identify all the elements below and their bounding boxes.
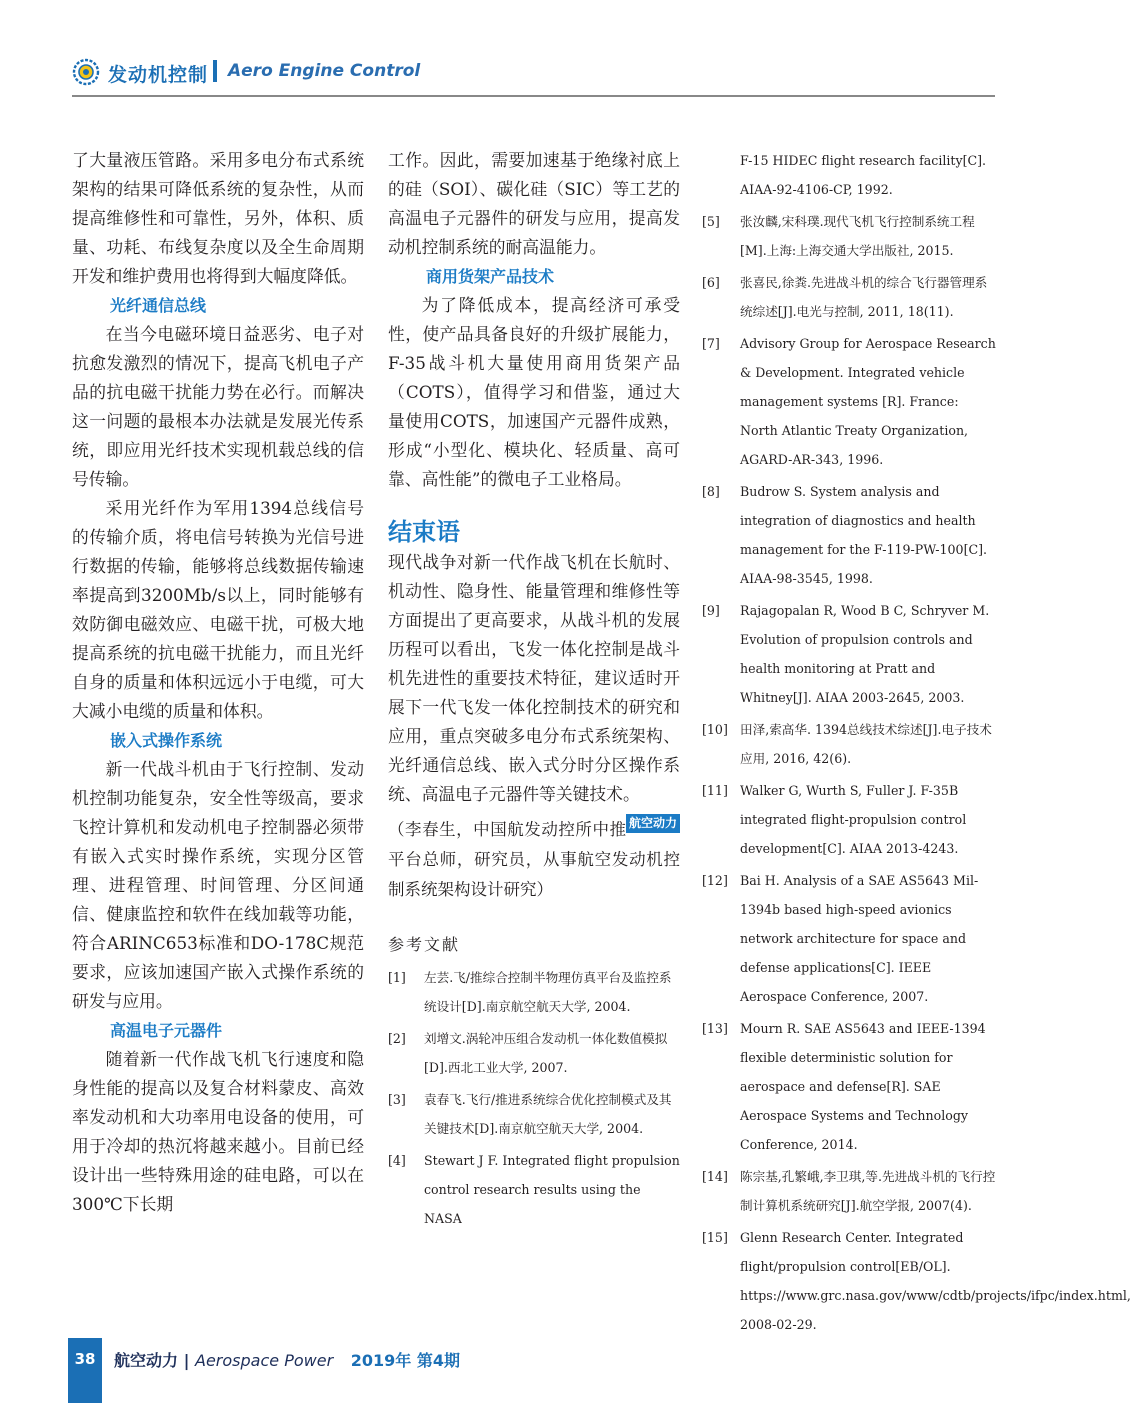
reference-number: [2] bbox=[388, 1031, 406, 1046]
paragraph: 工作。因此，需要加速基于绝缘衬底上的硅（SOI）、碳化硅（SIC）等工艺的高温电子元器件的研发与应用，提高发动机控制系统的耐高温能力。 bbox=[388, 150, 680, 257]
paragraph: 随着新一代作战飞机飞行速度和隐身性能的提高以及复合材料蒙皮、高效率发动机和大功率用电设备的使用，可用于冷却的热沉将越来越小。目前已经设计出一些特殊用途的硅电路，可以在300℃下长期 bbox=[72, 1049, 364, 1214]
reference-number: [1] bbox=[388, 970, 406, 985]
page-header bbox=[0, 0, 1045, 100]
reference-number: [7] bbox=[702, 336, 720, 351]
subheading-fiber-bus: 光纤通信总线 bbox=[110, 296, 207, 315]
section-title-cn: 发动机控制 bbox=[108, 64, 209, 86]
reference-item bbox=[702, 268, 998, 326]
reference-item bbox=[702, 715, 998, 773]
reference-item bbox=[702, 866, 998, 1011]
reference-text: Rajagopalan R, Wood B C, Schryver M. Evolution of propulsion controls and health monitoring at Pratt and Whitney[J]. AIAA 2003-2645, 2003. bbox=[740, 603, 990, 705]
reference-number: [11] bbox=[702, 783, 728, 798]
reference-text: Budrow S. System analysis and integration of diagnostics and health management for the F-119-PW-100[C]. AIAA-98-3545, 1998. bbox=[740, 484, 988, 586]
paragraph: 采用光纤作为军用1394总线信号的传输介质，将电信号转换为光信号进行数据的传输，能够将总线数据传输速率提高到3200Mb/s以上，同时能够有效防御电磁效应、电磁干扰，可极大地提高系统的抗电磁干扰能力，而且光纤自身的质量和体积远远小于电缆，可大大减小电缆的质量和体积。 bbox=[72, 498, 364, 721]
column-1 bbox=[72, 146, 364, 1219]
reference-item bbox=[702, 1223, 1131, 1339]
paragraph-conclusion bbox=[388, 548, 680, 830]
reference-item bbox=[702, 596, 998, 712]
subheading-high-temp-electronics: 高温电子元器件 bbox=[110, 1021, 223, 1040]
journal-name-cn: 航空动力 bbox=[114, 1351, 179, 1370]
reference-text: 刘增文.涡轮冲压组合发动机一体化数值模拟[D].西北工业大学, 2007. bbox=[424, 1031, 668, 1075]
reference-item bbox=[702, 1162, 998, 1220]
reference-text: 张喜民,徐粪.先进战斗机的综合飞行器管理系统综述[J].电光与控制, 2011, 18(11). bbox=[740, 275, 988, 319]
reference-text: Glenn Research Center. Integrated flight/propulsion control[EB/OL]. https://www.grc.nasa.gov/www/cdtb/projects/ifpc/index.html, 2008-02-29. bbox=[740, 1230, 1131, 1332]
reference-text: Advisory Group for Aerospace Research & Development. Integrated vehicle management systems [R]. France: North Atlantic Treaty Organization, AGARD-AR-343, 1996. bbox=[740, 336, 996, 467]
paragraph: 新一代战斗机由于飞行控制、发动机控制功能复杂，安全性等级高，要求飞控计算机和发动机电子控制器必须带有嵌入式实时操作系统，实现分区管理、进程管理、时间管理、分区间通信、健康监控和软件在线加载等功能，符合ARINC653标准和DO-178C规范要求，应该加速国产嵌入式操作系统的研发与应用。 bbox=[72, 759, 364, 1011]
reference-item bbox=[388, 1146, 680, 1233]
page-number: 38 bbox=[74, 1350, 96, 1368]
journal-name-en: Aerospace Power bbox=[195, 1351, 334, 1370]
reference-number: [10] bbox=[702, 722, 728, 737]
reference-item bbox=[702, 207, 998, 265]
reference-text: 袁春飞.飞行/推进系统综合优化控制模式及其关键技术[D].南京航空航天大学, 2004. bbox=[424, 1092, 672, 1136]
reference-text: 张汝麟,宋科璞.现代飞机飞行控制系统工程[M].上海:上海交通大学出版社, 2015. bbox=[740, 214, 975, 258]
reference-text: Walker G, Wurth S, Fuller J. F-35B integrated flight-propulsion control development[C]. AIAA 2013-4243. bbox=[740, 783, 967, 856]
end-mark-logo: 航空动力 bbox=[626, 814, 680, 833]
reference-item-continued bbox=[702, 146, 998, 204]
reference-number: [8] bbox=[702, 484, 720, 499]
footer-page-tab bbox=[68, 1338, 102, 1403]
reference-number: [6] bbox=[702, 275, 720, 290]
reference-item bbox=[388, 1024, 680, 1082]
reference-text: F-15 HIDEC flight research facility[C]. AIAA-92-4106-CP, 1992. bbox=[740, 153, 987, 197]
references-title: 参考文献 bbox=[388, 935, 461, 954]
reference-number: [12] bbox=[702, 873, 728, 888]
reference-number: [5] bbox=[702, 214, 720, 229]
reference-item bbox=[702, 1014, 998, 1159]
header-separator bbox=[213, 60, 217, 82]
column-3 bbox=[702, 146, 1131, 1342]
section-title-en: Aero Engine Control bbox=[228, 61, 421, 81]
reference-text: Stewart J F. Integrated flight propulsion control research results using the NASA bbox=[424, 1153, 680, 1226]
reference-text: Bai H. Analysis of a SAE AS5643 Mil-1394b based high-speed avionics network architecture for space and defense applications[C]. IEEE Aerospace Conference, 2007. bbox=[740, 873, 979, 1004]
reference-item bbox=[388, 1085, 680, 1143]
reference-number: [13] bbox=[702, 1021, 728, 1036]
reference-number: [4] bbox=[388, 1153, 406, 1168]
header-rule bbox=[72, 95, 995, 97]
footer-journal bbox=[114, 1348, 460, 1371]
reference-text: Mourn R. SAE AS5643 and IEEE-1394 flexible deterministic solution for aerospace and defense[R]. SAE Aerospace Systems and Technology Conference, 2014. bbox=[740, 1021, 986, 1152]
reference-number: [14] bbox=[702, 1169, 728, 1184]
reference-number: [15] bbox=[702, 1230, 728, 1245]
column-2 bbox=[388, 146, 680, 1236]
subheading-cots: 商用货架产品技术 bbox=[426, 267, 555, 286]
reference-item bbox=[702, 329, 998, 474]
paragraph: 为了降低成本，提高经济可承受性，使产品具备良好的升级扩展能力，F-35战斗机大量使用商用货架产品（COTS），值得学习和借鉴，通过大量使用COTS，加速国产元器件成熟，形成“小型化、模块化、轻质量、高可靠、高性能”的微电子工业格局。 bbox=[388, 295, 680, 489]
reference-item bbox=[702, 477, 998, 593]
reference-item bbox=[702, 776, 998, 863]
author-bio: （李春生，中国航发动控所中推平台总师，研究员，从事航空发动机控制系统架构设计研究） bbox=[388, 820, 680, 899]
paragraph: 在当今电磁环境日益恶劣、电子对抗愈发激烈的情况下，提高飞机电子产品的抗电磁干扰能力势在必行。而解决这一问题的最根本办法就是发展光传系统，即应用光纤技术实现机载总线的信号传输。 bbox=[72, 324, 364, 489]
reference-text: 陈宗基,孔繁峨,李卫琪,等.先进战斗机的飞行控制计算机系统研究[J].航空学报, 2007(4). bbox=[740, 1169, 996, 1213]
reference-item bbox=[388, 963, 680, 1021]
reference-text: 左芸.飞/推综合控制半物理仿真平台及监控系统设计[D].南京航空航天大学, 2004. bbox=[424, 970, 672, 1014]
paragraph: 了大量液压管路。采用多电分布式系统架构的结果可降低系统的复杂性，从而提高维修性和可靠性，另外，体积、质量、功耗、布线复杂度以及全生命周期开发和维护费用也将得到大幅度降低。 bbox=[72, 150, 364, 286]
reference-number: [3] bbox=[388, 1092, 406, 1107]
subheading-embedded-os: 嵌入式操作系统 bbox=[110, 731, 223, 750]
heading-conclusion: 结束语 bbox=[388, 518, 460, 546]
journal-issue: 2019年 第4期 bbox=[350, 1351, 460, 1370]
conclusion-text: 现代战争对新一代作战飞机在长航时、机动性、隐身性、能量管理和维修性等方面提出了更高要求，从战斗机的发展历程可以看出，飞发一体化控制是战斗机先进性的重要技术特征，建议适时开展下一代飞发一体化控制技术的研究和应用，重点突破多电分布式系统架构、光纤通信总线、嵌入式分时分区操作系统、高温电子元器件等关键技术。 bbox=[388, 552, 680, 804]
engine-emblem-icon bbox=[72, 58, 100, 86]
reference-text: 田泽,索高华. 1394总线技术综述[J].电子技术应用, 2016, 42(6). bbox=[740, 722, 992, 766]
reference-number: [9] bbox=[702, 603, 720, 618]
journal-separator: | bbox=[183, 1351, 190, 1370]
